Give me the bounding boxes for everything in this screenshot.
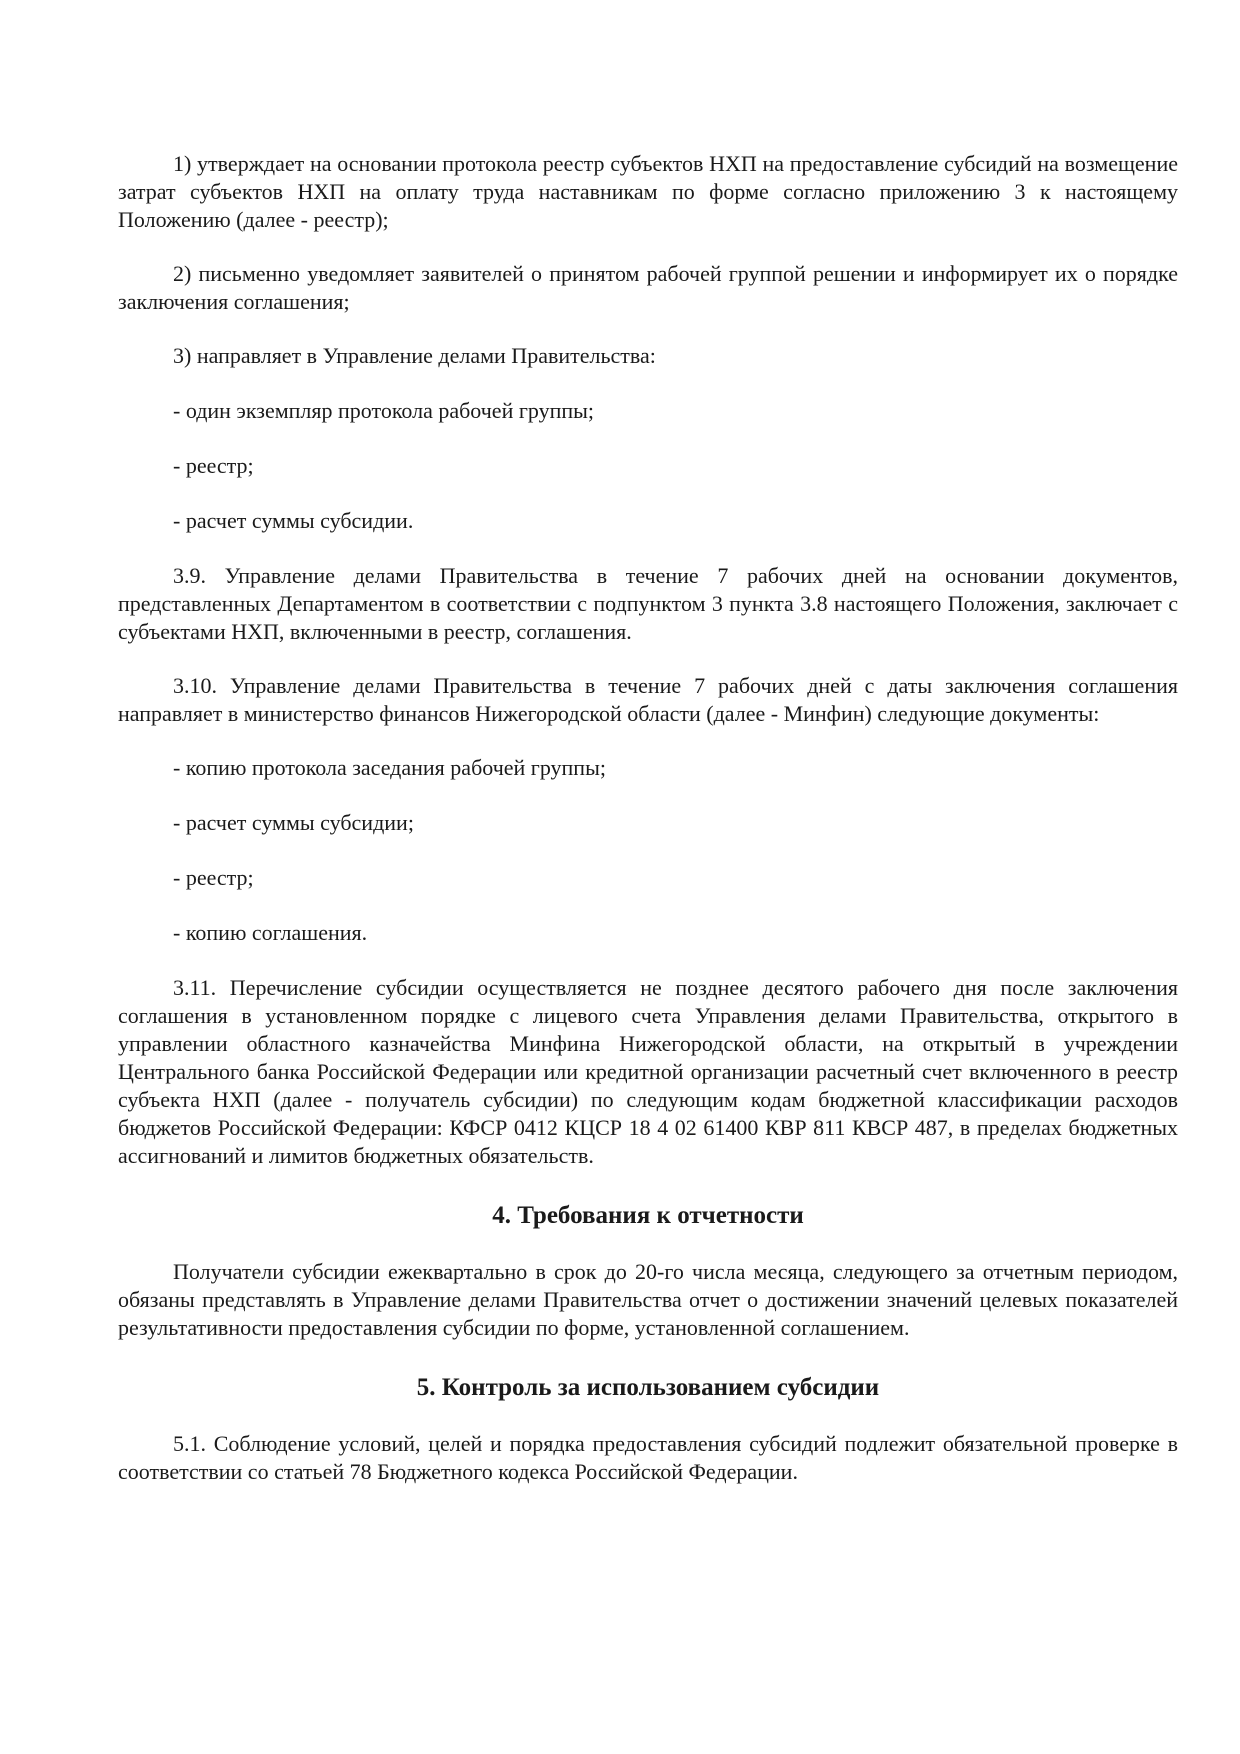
- list-item: - копию протокола заседания рабочей группы;: [173, 755, 606, 780]
- list-item: - один экземпляр протокола рабочей группы;: [173, 398, 595, 423]
- paragraph-3-9: 3.9. Управление делами Правительства в течение 7 рабочих дней на основании документов, представленных Департаментом в соответствии с подпунктом 3 пункта 3.8 настоящего Положения, заключает с субъектами НХП, включенными в реестр, соглашения.: [118, 563, 1178, 644]
- list-item: - расчет суммы субсидии.: [173, 508, 414, 533]
- list-item: - расчет суммы субсидии;: [173, 810, 414, 835]
- list-item: - реестр;: [173, 865, 254, 890]
- document-body: [118, 150, 1178, 1512]
- list-item: - копию соглашения.: [173, 920, 368, 945]
- paragraph-4: Получатели субсидии ежеквартально в срок до 20-го числа месяца, следующего за отчетным периодом, обязаны представлять в Управление делами Правительства отчет о достижении значений целевых показателей результативности предоставления субсидии по форме, установленной соглашением.: [118, 1259, 1178, 1340]
- list-item: - реестр;: [173, 453, 254, 478]
- paragraph-item-2: 2) письменно уведомляет заявителей о принятом рабочей группой решении и информирует их о порядке заключения соглашения;: [118, 261, 1178, 314]
- paragraph-item-1: 1) утверждает на основании протокола реестр субъектов НХП на предоставление субсидий на возмещение затрат субъектов НХП на оплату труда наставникам по форме согласно приложению 3 к настоящему Положению (далее - реестр);: [118, 151, 1178, 232]
- paragraph-item-3: 3) направляет в Управление делами Правительства:: [173, 343, 656, 368]
- paragraph-5-1: 5.1. Соблюдение условий, целей и порядка предоставления субсидий подлежит обязательной проверке в соответствии со статьей 78 Бюджетного кодекса Российской Федерации.: [118, 1431, 1178, 1484]
- paragraph-3-11: 3.11. Перечисление субсидии осуществляется не позднее десятого рабочего дня после заключения соглашения в установленном порядке с лицевого счета Управления делами Правительства, открытого в управлении областного казначейства Минфина Нижегородской области, на открытый в учреждении Центрального банка Российской Федерации или кредитной организации расчетный счет включенного в реестр субъекта НХП (далее - получатель субсидии) по следующим кодам бюджетной классификации расходов бюджетов Российской Федерации: КФСР 0412 КЦСР 18 4 02 61400 КВР 811 КВСР 487, в пределах бюджетных ассигнований и лимитов бюджетных обязательств.: [118, 975, 1178, 1168]
- section-heading-5: 5. Контроль за использованием субсидии: [416, 1374, 880, 1401]
- paragraph-3-10: 3.10. Управление делами Правительства в течение 7 рабочих дней с даты заключения соглашения направляет в министерство финансов Нижегородской области (далее - Минфин) следующие документы:: [118, 673, 1178, 726]
- section-heading-4: 4. Требования к отчетности: [492, 1202, 804, 1229]
